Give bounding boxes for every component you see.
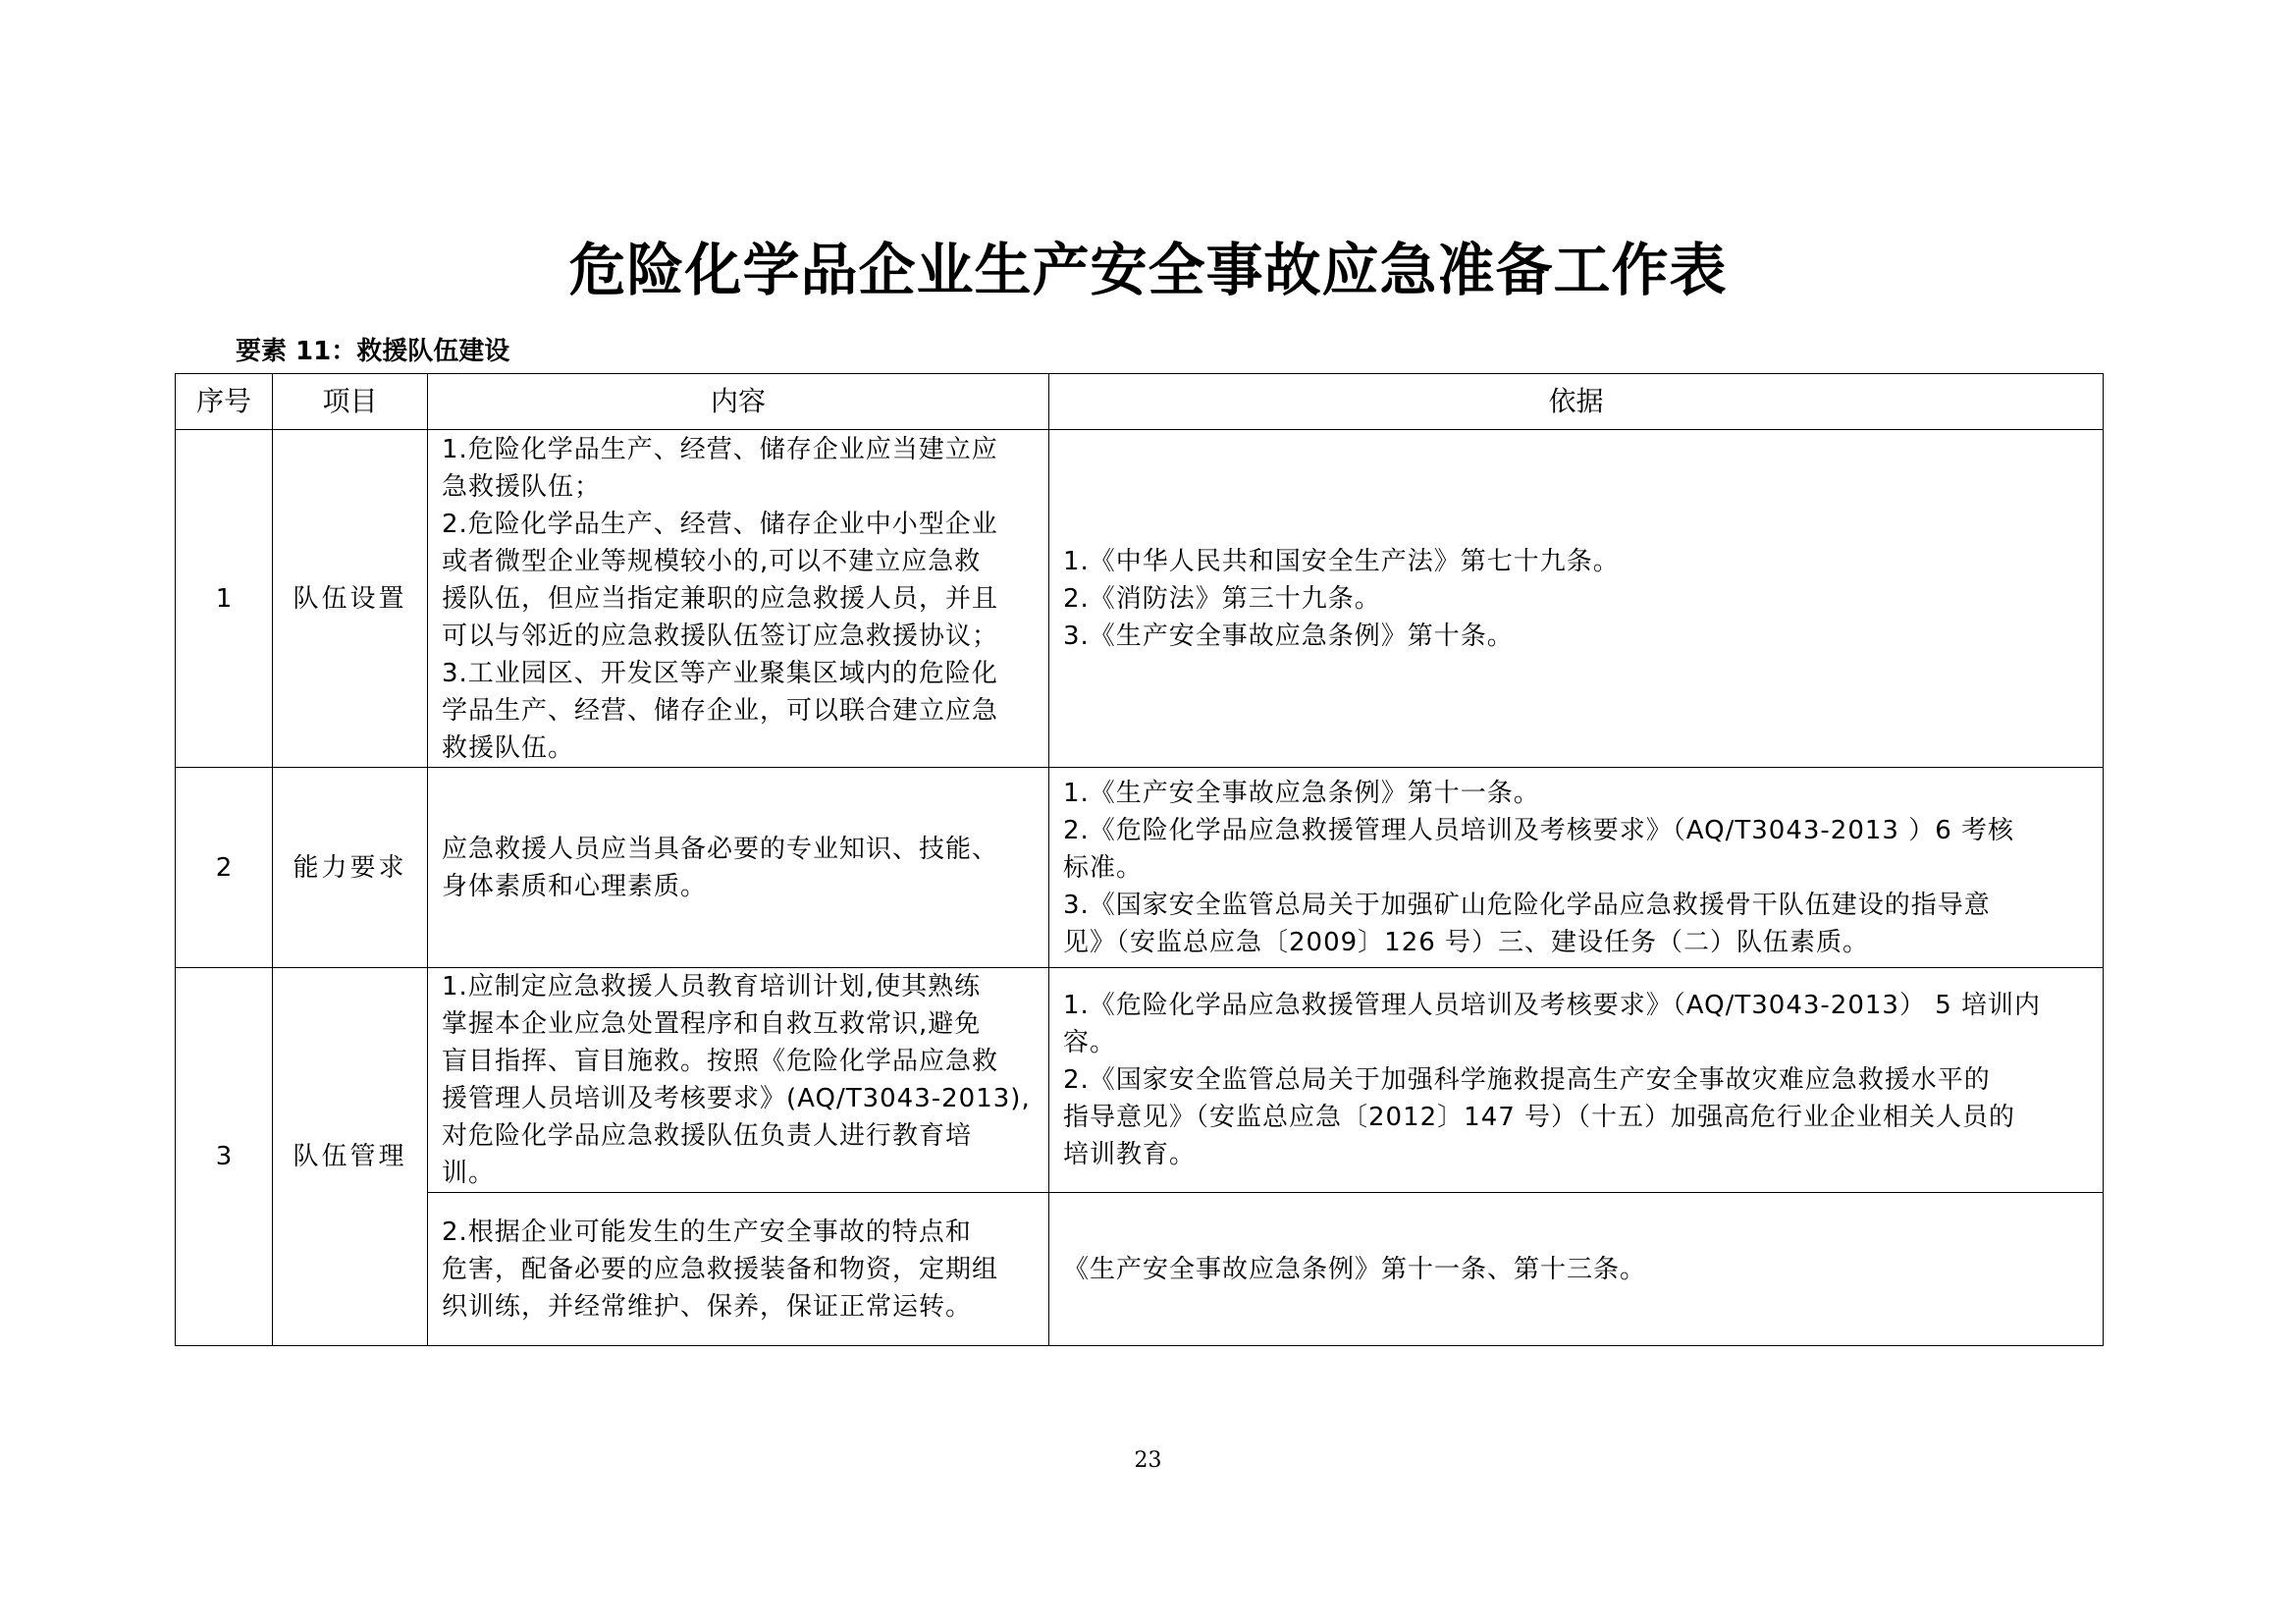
row-content — [428, 1193, 1049, 1346]
basis-line: 1.《中华人民共和国安全生产法》第七十九条。 — [1063, 546, 1620, 576]
content-line: 或者微型企业等规模较小的,可以不建立应急救 — [442, 546, 982, 576]
content-line: 掌握本企业应急处置程序和自救互救常识,避免 — [442, 1009, 982, 1039]
basis-line: 见》（安监总应急〔2009〕126 号）三、建设任务（二）队伍素质。 — [1063, 927, 1870, 957]
row-number: 2 — [176, 768, 273, 968]
basis-line: 容。 — [1063, 1028, 1117, 1057]
content-line: 可以与邻近的应急救援队伍签订应急救援协议； — [442, 621, 999, 651]
content-line: 训。 — [442, 1159, 496, 1188]
basis-line: 2.《国家安全监管总局关于加强科学施救提高生产安全事故灾难应急救援水平的 — [1063, 1065, 1991, 1095]
content-line: 急救援队伍； — [442, 471, 602, 502]
element-heading: 要素 11：救援队伍建设 — [236, 337, 510, 366]
content-line: 盲目指挥、盲目施救。按照《危险化学品应急救 — [442, 1047, 999, 1076]
table-row — [176, 1193, 2104, 1346]
basis-line: 1.《生产安全事故应急条例》第十一条。 — [1063, 778, 1540, 808]
header-basis: 依据 — [1049, 374, 2104, 430]
document-title: 危险化学品企业生产安全事故应急准备工作表 — [568, 237, 1728, 303]
basis-line: 3.《国家安全监管总局关于加强矿山危险化学品应急救援骨干队伍建设的指导意 — [1063, 890, 1991, 920]
preparation-table — [175, 373, 2104, 1346]
basis-line: 3.《生产安全事故应急条例》第十条。 — [1063, 621, 1514, 651]
content-line: 对危险化学品应急救援队伍负责人进行教育培 — [442, 1121, 973, 1151]
row-basis — [1049, 768, 2104, 968]
header-content: 内容 — [428, 374, 1049, 430]
row-number: 3 — [176, 968, 273, 1346]
table-row — [176, 768, 2104, 968]
content-line: 织训练，并经常维护、保养，保证正常运转。 — [442, 1291, 973, 1322]
basis-line: 2.《危险化学品应急救援管理人员培训及考核要求》（AQ/T3043-2013 ）6 考核 — [1063, 815, 2015, 845]
content-line: 2.危险化学品生产、经营、储存企业中小型企业 — [442, 509, 998, 539]
row-item: 能力要求 — [273, 768, 428, 968]
header-item: 项目 — [273, 374, 428, 430]
basis-line: 《生产安全事故应急条例》第十一条、第十三条。 — [1063, 1254, 1647, 1284]
basis-line: 1.《危险化学品应急救援管理人员培训及考核要求》（AQ/T3043-2013） 5 培训内 — [1063, 991, 2042, 1020]
content-line: 学品生产、经营、储存企业，可以联合建立应急 — [442, 695, 999, 726]
row-number: 1 — [176, 430, 273, 768]
basis-line: 2.《消防法》第三十九条。 — [1063, 583, 1381, 614]
content-line: 援管理人员培训及考核要求》(AQ/T3043-2013), — [442, 1084, 1031, 1113]
content-line: 1.应制定应急救援人员教育培训计划,使其熟练 — [442, 972, 982, 1001]
table-header-row — [176, 374, 2104, 430]
row-item: 队伍设置 — [273, 430, 428, 768]
basis-line: 标准。 — [1063, 852, 1144, 883]
basis-line: 培训教育。 — [1063, 1140, 1197, 1169]
row-basis — [1049, 1193, 2104, 1346]
table-row — [176, 968, 2104, 1193]
content-line: 身体素质和心理素质。 — [442, 871, 708, 901]
content-line: 3.工业园区、开发区等产业聚集区域内的危险化 — [442, 658, 998, 688]
header-no: 序号 — [176, 374, 273, 430]
content-line: 1.危险化学品生产、经营、储存企业应当建立应 — [442, 434, 998, 464]
table-row — [176, 430, 2104, 768]
basis-line: 指导意见》（安监总应急〔2012〕147 号）（十五）加强高危行业企业相关人员的 — [1063, 1103, 2016, 1132]
row-item: 队伍管理 — [273, 968, 428, 1346]
page-number: 23 — [1134, 1448, 1162, 1473]
content-line: 援队伍，但应当指定兼职的应急救援人员，并且 — [442, 583, 999, 614]
row-basis — [1049, 968, 2104, 1193]
content-line: 救援队伍。 — [442, 732, 575, 763]
content-line: 2.根据企业可能发生的生产安全事故的特点和 — [442, 1217, 972, 1247]
row-content — [428, 430, 1049, 768]
row-content — [428, 968, 1049, 1193]
row-basis — [1049, 430, 2104, 768]
content-line: 危害，配备必要的应急救援装备和物资，定期组 — [442, 1254, 999, 1284]
content-line: 应急救援人员应当具备必要的专业知识、技能、 — [442, 834, 999, 864]
row-content — [428, 768, 1049, 968]
